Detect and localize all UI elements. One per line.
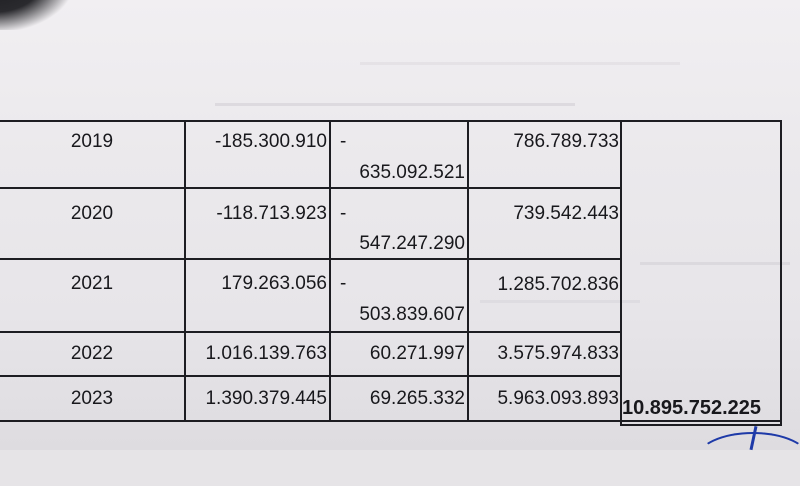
value-cell: 69.265.332 xyxy=(369,388,465,409)
year-cell: 2023 xyxy=(70,388,114,409)
pen-mark xyxy=(696,432,800,486)
grand-total: 10.895.752.225 xyxy=(622,397,762,419)
value-cell: 5.963.093.893 xyxy=(497,388,619,409)
row-divider xyxy=(0,331,622,333)
value-cell: 547.247.290 xyxy=(359,233,465,254)
value-cell: 179.263.056 xyxy=(221,273,327,294)
value-cell: 1.390.379.445 xyxy=(205,388,327,409)
year-cell: 2022 xyxy=(70,343,114,364)
total-cell-bottom xyxy=(620,424,782,426)
value-cell: -185.300.910 xyxy=(215,131,327,152)
value-cell: 503.839.607 xyxy=(359,304,465,325)
value-cell: 635.092.521 xyxy=(359,162,465,183)
column-divider xyxy=(620,120,622,425)
table-border-right xyxy=(780,120,782,425)
value-cell: 1.016.139.763 xyxy=(205,343,327,364)
column-divider xyxy=(329,120,331,420)
row-divider xyxy=(0,187,622,189)
row-divider xyxy=(0,258,622,260)
table-border-bottom xyxy=(0,420,782,422)
year-cell: 2019 xyxy=(70,131,114,152)
negative-sign: - xyxy=(340,203,347,224)
value-cell: -118.713.923 xyxy=(216,203,327,224)
value-cell: 3.575.974.833 xyxy=(497,343,619,364)
table-border-top xyxy=(0,120,782,122)
row-divider xyxy=(0,375,622,377)
photo-shadow xyxy=(0,0,70,30)
value-cell: 60.271.997 xyxy=(369,343,465,364)
value-cell: 786.789.733 xyxy=(513,131,619,152)
column-divider xyxy=(467,120,469,420)
negative-sign: - xyxy=(340,273,347,294)
negative-sign: - xyxy=(340,131,347,152)
year-cell: 2020 xyxy=(70,203,114,224)
value-cell: 1.285.702.836 xyxy=(497,274,619,295)
value-cell: 739.542.443 xyxy=(513,203,619,224)
column-divider xyxy=(184,120,186,420)
year-cell: 2021 xyxy=(70,273,114,294)
